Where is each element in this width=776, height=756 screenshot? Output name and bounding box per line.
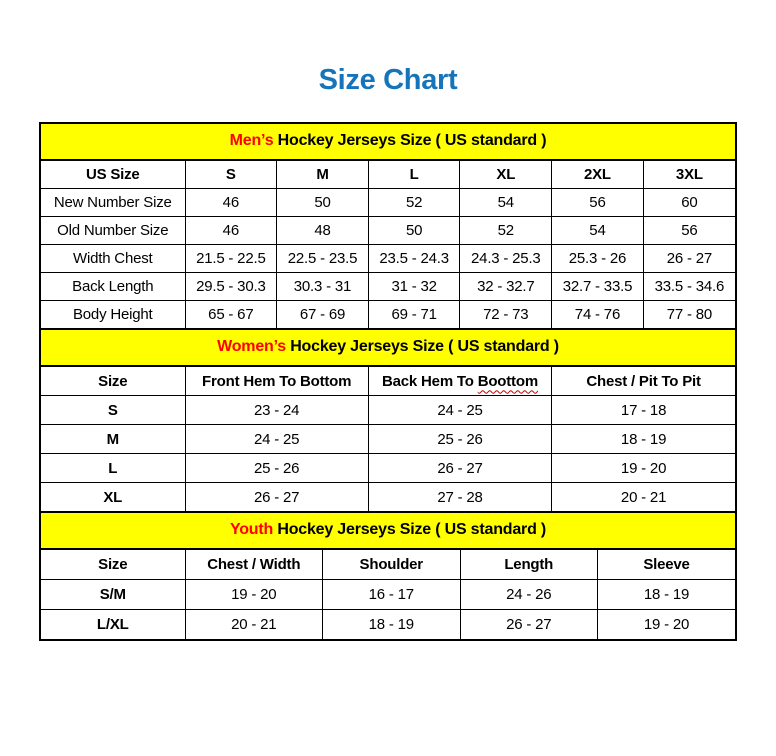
column-header: Size	[41, 367, 185, 396]
row-label: Body Height	[41, 301, 185, 329]
womens-section-header	[41, 328, 735, 367]
size-value-cell: 52	[460, 217, 552, 245]
size-value-cell: 24.3 - 25.3	[460, 245, 552, 273]
size-value-cell: 18 - 19	[598, 580, 736, 610]
size-value-cell: 46	[185, 189, 277, 217]
table-row	[41, 483, 735, 512]
column-header: M	[277, 161, 369, 189]
size-value-cell: 27 - 28	[368, 483, 551, 512]
size-value-cell: 19 - 20	[598, 610, 736, 640]
mens-size-table	[41, 161, 735, 328]
womens-section-title: Hockey Jerseys Size ( US standard )	[285, 338, 559, 355]
size-value-cell: 25 - 26	[185, 454, 368, 483]
size-value-cell: 17 - 18	[552, 396, 735, 425]
size-value-cell: 24 - 25	[368, 396, 551, 425]
table-row	[41, 217, 735, 245]
size-value-cell: 24 - 26	[460, 580, 598, 610]
column-header: XL	[460, 161, 552, 189]
table-row	[41, 425, 735, 454]
mens-section-header	[41, 124, 735, 161]
size-chart-tables	[39, 122, 737, 641]
table-row	[41, 396, 735, 425]
womens-header-row	[41, 367, 735, 396]
size-value-cell: 26 - 27	[185, 483, 368, 512]
column-header: Size	[41, 550, 185, 580]
column-header: Shoulder	[323, 550, 461, 580]
table-row	[41, 273, 735, 301]
size-value-cell: 19 - 20	[552, 454, 735, 483]
size-value-cell: 60	[643, 189, 735, 217]
size-value-cell: 20 - 21	[552, 483, 735, 512]
size-value-cell: 22.5 - 23.5	[277, 245, 369, 273]
table-row	[41, 301, 735, 329]
size-value-cell: 26 - 27	[460, 610, 598, 640]
table-row	[41, 580, 735, 610]
column-header: 2XL	[552, 161, 644, 189]
size-value-cell: 74 - 76	[552, 301, 644, 329]
size-value-cell: 18 - 19	[323, 610, 461, 640]
table-row	[41, 245, 735, 273]
table-row	[41, 454, 735, 483]
page-title: Size Chart	[318, 64, 458, 96]
size-value-cell: 29.5 - 30.3	[185, 273, 277, 301]
column-header-text: Back Hem To	[382, 372, 478, 390]
row-label: L/XL	[41, 610, 185, 640]
column-header: L	[368, 161, 460, 189]
size-value-cell: 18 - 19	[552, 425, 735, 454]
size-value-cell: 32.7 - 33.5	[552, 273, 644, 301]
mens-section-title: Hockey Jerseys Size ( US standard )	[273, 132, 547, 149]
mens-header-row	[41, 161, 735, 189]
row-label: Width Chest	[41, 245, 185, 273]
row-label: S	[41, 396, 185, 425]
size-value-cell: 46	[185, 217, 277, 245]
size-value-cell: 50	[368, 217, 460, 245]
youth-section-header	[41, 511, 735, 550]
size-value-cell: 67 - 69	[277, 301, 369, 329]
size-value-cell: 21.5 - 22.5	[185, 245, 277, 273]
size-value-cell: 54	[552, 217, 644, 245]
size-value-cell: 65 - 67	[185, 301, 277, 329]
size-value-cell: 20 - 21	[185, 610, 323, 640]
column-header: Chest / Width	[185, 550, 323, 580]
row-label: S/M	[41, 580, 185, 610]
size-value-cell: 25.3 - 26	[552, 245, 644, 273]
size-value-cell: 69 - 71	[368, 301, 460, 329]
size-value-cell: 19 - 20	[185, 580, 323, 610]
table-row	[41, 189, 735, 217]
size-value-cell: 24 - 25	[185, 425, 368, 454]
size-value-cell: 32 - 32.7	[460, 273, 552, 301]
youth-size-table	[41, 550, 735, 639]
size-value-cell: 26 - 27	[643, 245, 735, 273]
size-value-cell: 30.3 - 31	[277, 273, 369, 301]
row-label: M	[41, 425, 185, 454]
row-label: Old Number Size	[41, 217, 185, 245]
size-value-cell: 77 - 80	[643, 301, 735, 329]
column-header: Chest / Pit To Pit	[552, 367, 735, 396]
size-value-cell: 52	[368, 189, 460, 217]
row-label: XL	[41, 483, 185, 512]
size-value-cell: 23 - 24	[185, 396, 368, 425]
size-value-cell: 48	[277, 217, 369, 245]
size-value-cell: 56	[643, 217, 735, 245]
size-value-cell: 33.5 - 34.6	[643, 273, 735, 301]
spellcheck-squiggle-word: Boottom	[477, 372, 538, 390]
size-value-cell: 26 - 27	[368, 454, 551, 483]
column-header: 3XL	[643, 161, 735, 189]
size-value-cell: 54	[460, 189, 552, 217]
column-header: Front Hem To Bottom	[185, 367, 368, 396]
column-header: Sleeve	[598, 550, 736, 580]
row-label: New Number Size	[41, 189, 185, 217]
size-value-cell: 31 - 32	[368, 273, 460, 301]
size-chart-page	[0, 64, 776, 641]
column-header-misspelled	[368, 367, 551, 396]
size-value-cell: 25 - 26	[368, 425, 551, 454]
column-header: US Size	[41, 161, 185, 189]
size-value-cell: 72 - 73	[460, 301, 552, 329]
youth-header-row	[41, 550, 735, 580]
mens-section-highlight: Men’s	[229, 132, 274, 149]
womens-size-table	[41, 367, 735, 511]
size-value-cell: 23.5 - 24.3	[368, 245, 460, 273]
size-value-cell: 16 - 17	[323, 580, 461, 610]
youth-section-title: Hockey Jerseys Size ( US standard )	[273, 521, 547, 538]
row-label: L	[41, 454, 185, 483]
size-value-cell: 50	[277, 189, 369, 217]
size-value-cell: 56	[552, 189, 644, 217]
row-label: Back Length	[41, 273, 185, 301]
column-header: S	[185, 161, 277, 189]
column-header: Length	[460, 550, 598, 580]
table-row	[41, 610, 735, 640]
womens-section-highlight: Women’s	[217, 338, 286, 355]
youth-section-highlight: Youth	[229, 521, 274, 538]
